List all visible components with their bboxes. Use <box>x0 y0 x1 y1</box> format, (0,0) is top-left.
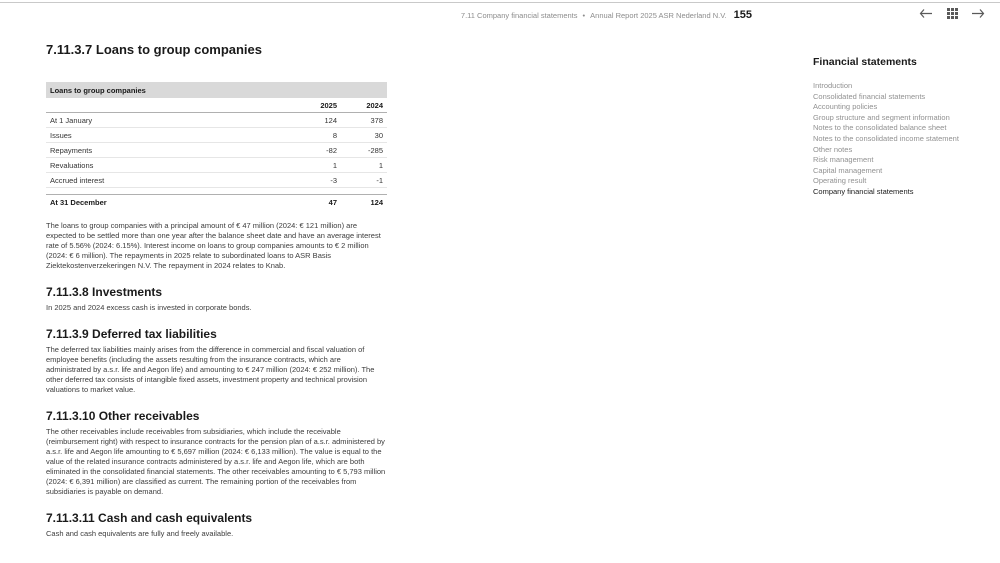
section-loans-notes <box>46 221 387 271</box>
sidebar-item-risk-management[interactable]: Risk management <box>813 155 874 165</box>
grid-icon <box>947 8 958 19</box>
row-value-2024: 124 <box>370 197 383 207</box>
sidebar-item-capital-management[interactable]: Capital management <box>813 165 883 175</box>
table-col-2025: 2025 <box>320 100 337 110</box>
table-title: Loans to group companies <box>46 82 387 98</box>
row-label: At 1 January <box>50 115 93 125</box>
section-deferred-tax-liabilities <box>46 327 387 395</box>
loans-table <box>46 82 387 209</box>
row-value-2025: -3 <box>330 175 337 185</box>
row-label: Accrued interest <box>50 175 105 185</box>
table-total-row <box>46 194 387 209</box>
sidebar-item-notes-balance-sheet[interactable]: Notes to the consolidated balance sheet <box>813 123 947 133</box>
row-label: Revaluations <box>50 160 94 170</box>
section-body: The deferred tax liabilities mainly arises from the difference in commercial and fiscal valuation of employee benefits (including the assets resulting from the insurance contracts, which are administrated by a.s.r. life and Aegon life) and amounting to € 247 million (2024: € 252 million). The other deferred tax consists of intangible fixed assets, investment property and technical provision valuations to market value. <box>46 345 375 394</box>
sidebar-item-other-notes[interactable]: Other notes <box>813 144 853 154</box>
arrow-left-icon <box>919 8 933 19</box>
row-label: Repayments <box>50 145 93 155</box>
sidebar-item-company-financial-statements[interactable]: Company financial statements <box>813 186 914 196</box>
section-other-receivables <box>46 409 387 497</box>
table-row <box>46 158 387 173</box>
row-value-2024: 378 <box>370 115 383 125</box>
sidebar-item-operating-result[interactable]: Operating result <box>813 176 867 186</box>
page-navigation <box>918 5 986 21</box>
table-row <box>46 173 387 188</box>
section-body: Cash and cash equivalents are fully and freely available. <box>46 529 234 538</box>
section-heading: 7.11.3.9 Deferred tax liabilities <box>46 327 217 341</box>
row-value-2025: 1 <box>332 160 337 170</box>
row-value-2024: 1 <box>378 160 383 170</box>
row-value-2024: -1 <box>376 175 383 185</box>
section-heading: 7.11.3.11 Cash and cash equivalents <box>46 511 253 525</box>
table-row <box>46 113 387 128</box>
row-value-2025: -82 <box>326 145 337 155</box>
section-cash-equivalents <box>46 511 387 539</box>
sidebar-item-notes-income-statement[interactable]: Notes to the consolidated income statement <box>813 133 959 143</box>
sidebar-item-accounting-policies[interactable]: Accounting policies <box>813 102 878 112</box>
section-investments <box>46 285 387 313</box>
top-divider <box>0 2 1000 3</box>
row-label: At 31 December <box>50 197 107 207</box>
row-value-2025: 124 <box>324 115 337 125</box>
forward-button[interactable] <box>970 5 986 21</box>
row-value-2025: 8 <box>332 130 337 140</box>
section-body: In 2025 and 2024 excess cash is invested in corporate bonds. <box>46 303 252 312</box>
sidebar-item-introduction[interactable]: Introduction <box>813 81 853 90</box>
page-content <box>46 42 387 547</box>
table-col-2024: 2024 <box>366 100 383 110</box>
overview-button[interactable] <box>944 5 960 21</box>
back-button[interactable] <box>918 5 934 21</box>
row-label: Issues <box>50 130 72 140</box>
report-title: Annual Report 2025 ASR Nederland N.V. <box>590 11 727 20</box>
row-value-2024: -285 <box>367 145 383 155</box>
table-row <box>46 128 387 143</box>
row-value-2025: 47 <box>328 197 337 207</box>
breadcrumb-separator: • <box>582 11 586 20</box>
row-value-2024: 30 <box>374 130 383 140</box>
arrow-right-icon <box>971 8 985 19</box>
breadcrumb-section: 7.11 Company financial statements <box>460 11 578 20</box>
sidebar-title: Financial statements <box>813 56 917 68</box>
section-body: The loans to group companies with a principal amount of € 47 million (2024: € 121 million) are expected to be settled more than one year after the balance sheet date and have an average interest rate of 5.56% (2024: 6.15%). Interest income on loans to group companies amounts to € 2 million (2024: € 6 million). The repayments in 2025 relate to subordinated loans to ASR Basis Ziektekostenverzekeringen N.V. The repayment in 2024 relates to Knab. <box>46 221 381 270</box>
sidebar <box>813 56 993 198</box>
table-row <box>46 143 387 158</box>
sidebar-item-consolidated-financial-statements[interactable]: Consolidated financial statements <box>813 91 926 101</box>
sidebar-item-group-structure[interactable]: Group structure and segment information <box>813 112 950 122</box>
page-title: 7.11.3.7 Loans to group companies <box>46 42 263 57</box>
section-body: The other receivables include receivables from subsidiaries, which include the receivable (reimbursement right) with respect to insurance contracts for the pension plan of a.s.r. administered by a.s.r. life and Aegon life amounting to € 5,697 million (2024: € 6,133 million). The value is equal to the value of the related insurance contracts administered by a.s.r. life and Aegon life, which are both eliminated in the consolidated financial statements. The other receivables amounting to € 5,793 million (2024: € 6,391 million) are classified as current. The remaining portion of the receivables from subsidiaries is payable on demand. <box>46 427 386 496</box>
table-header-row <box>46 98 387 113</box>
page-header-meta <box>46 9 752 21</box>
page-number: 155 <box>733 9 752 21</box>
section-heading: 7.11.3.10 Other receivables <box>46 409 200 423</box>
section-heading: 7.11.3.8 Investments <box>46 285 163 299</box>
